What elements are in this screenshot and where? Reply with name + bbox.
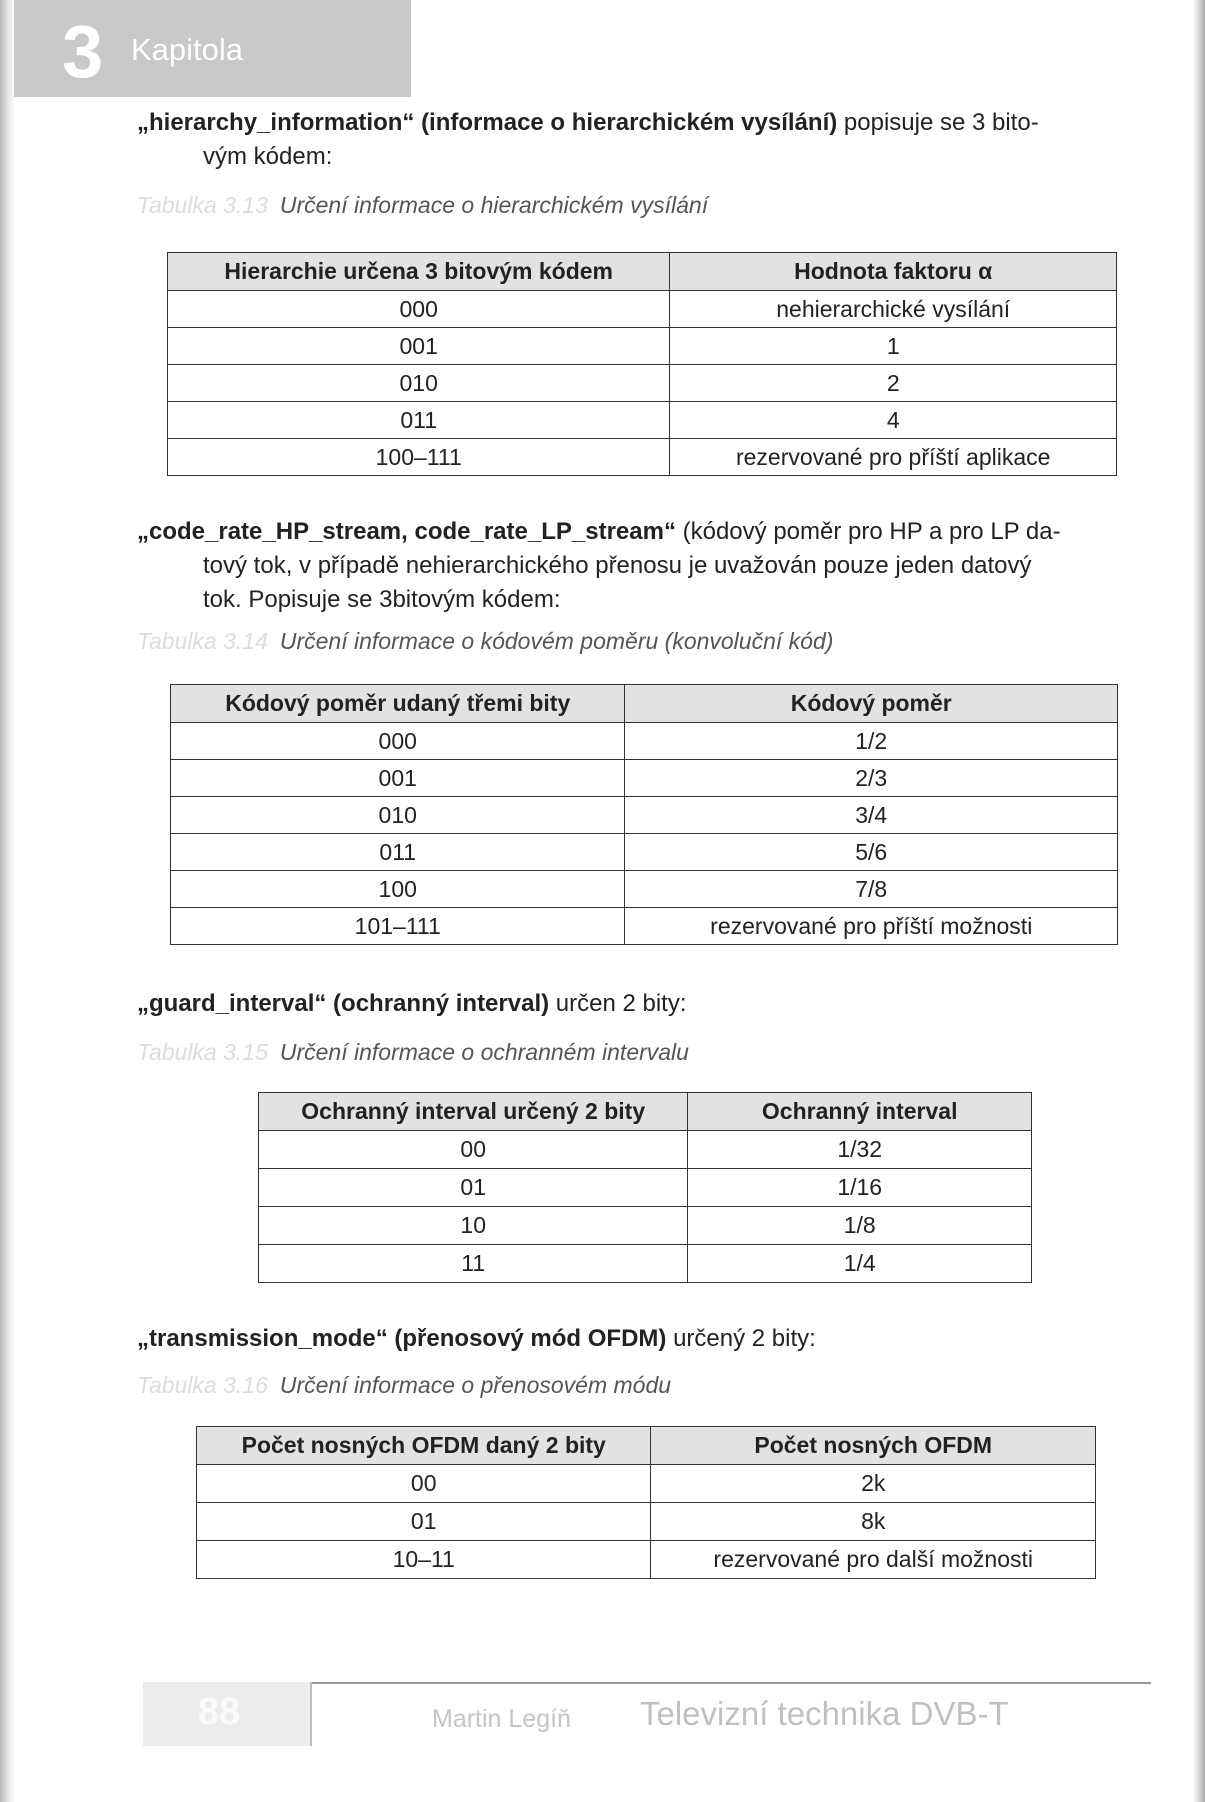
table-row (197, 1465, 1096, 1503)
paragraph-text: určen 2 bity: (549, 990, 687, 1017)
table-row (168, 365, 1117, 402)
footer-divider (311, 1682, 1151, 1684)
table-cell: 3/4 (625, 797, 1118, 834)
footer-book-title: Televizní technika DVB-T (640, 1695, 1009, 1732)
paragraph-guard-interval (137, 987, 1147, 1021)
paragraph-hierarchy-information (137, 106, 1147, 174)
table-cell: 10 (259, 1207, 688, 1245)
table-cell: rezervované pro příští možnosti (625, 908, 1118, 945)
table-cell: 1 (670, 328, 1117, 365)
table-cell: 1/8 (688, 1207, 1032, 1245)
table-row (259, 1207, 1032, 1245)
table-cell: 10–11 (197, 1541, 651, 1579)
table-row (259, 1169, 1032, 1207)
table-cell: 000 (171, 723, 625, 760)
table-row (171, 908, 1118, 945)
table-cell: 011 (171, 834, 625, 871)
chapter-label: Kapitola (131, 32, 244, 67)
caption-title: Určení informace o hierarchickém vysílání (279, 192, 709, 218)
table-cell: 1/16 (688, 1169, 1032, 1207)
table-caption-3-13 (137, 190, 708, 220)
table-transmission-mode (196, 1426, 1096, 1579)
table-hierarchy (167, 252, 1117, 476)
table-header: Počet nosných OFDM daný 2 bity (197, 1427, 651, 1465)
table-header: Kódový poměr udaný třemi bity (171, 685, 625, 723)
caption-number: Tabulka 3.13 (137, 192, 268, 218)
table-cell: rezervované pro další možnosti (651, 1541, 1096, 1579)
table-row (171, 797, 1118, 834)
table-cell: 00 (197, 1465, 651, 1503)
caption-title: Určení informace o ochranném intervalu (279, 1039, 689, 1065)
table-header: Hierarchie určena 3 bitovým kódem (168, 253, 670, 291)
page-number: 88 (198, 1691, 241, 1733)
table-cell: 010 (171, 797, 625, 834)
table-cell: 00 (259, 1131, 688, 1169)
paragraph-text-cont: tok. Popisuje se 3bitovým kódem: (203, 586, 561, 613)
table-cell: 01 (259, 1169, 688, 1207)
caption-number: Tabulka 3.16 (137, 1372, 268, 1398)
table-cell: 5/6 (625, 834, 1118, 871)
table-row (168, 439, 1117, 476)
caption-title: Určení informace o kódovém poměru (konvoluční kód) (279, 628, 834, 654)
table-cell: 1/32 (688, 1131, 1032, 1169)
table-cell: 010 (168, 365, 670, 402)
table-caption-3-16 (137, 1370, 671, 1400)
table-cell: 100 (171, 871, 625, 908)
footer-author: Martin Legíň (432, 1705, 571, 1733)
table-caption-3-14 (137, 626, 833, 656)
table-cell: 2k (651, 1465, 1096, 1503)
table-guard-interval (258, 1092, 1032, 1283)
chapter-number: 3 (62, 10, 104, 93)
table-cell: 1/2 (625, 723, 1118, 760)
table-cell: rezervované pro příští aplikace (670, 439, 1117, 476)
table-cell: 7/8 (625, 871, 1118, 908)
table-cell: 100–111 (168, 439, 670, 476)
table-cell: 000 (168, 291, 670, 328)
table-row (259, 1245, 1032, 1283)
paragraph-text: určený 2 bity: (666, 1325, 816, 1352)
table-cell: 2 (670, 365, 1117, 402)
table-cell: 8k (651, 1503, 1096, 1541)
paragraph-text: (kódový poměr pro HP a pro LP da- (675, 518, 1061, 545)
table-row (171, 871, 1118, 908)
table-row (168, 291, 1117, 328)
table-row (171, 760, 1118, 797)
table-row (168, 402, 1117, 439)
table-cell: 11 (259, 1245, 688, 1283)
paragraph-text: popisuje se 3 bito- (837, 109, 1039, 136)
table-cell: 01 (197, 1503, 651, 1541)
table-row (197, 1541, 1096, 1579)
footer-divider-vertical (310, 1682, 312, 1746)
table-cell: 001 (171, 760, 625, 797)
table-header: Počet nosných OFDM (651, 1427, 1096, 1465)
table-header: Hodnota faktoru α (670, 253, 1117, 291)
table-row (171, 834, 1118, 871)
paragraph-code-rate (137, 515, 1147, 617)
table-cell: 011 (168, 402, 670, 439)
table-row (171, 723, 1118, 760)
table-cell: 2/3 (625, 760, 1118, 797)
table-row (168, 328, 1117, 365)
table-caption-3-15 (137, 1037, 689, 1067)
table-row (259, 1131, 1032, 1169)
table-cell: 1/4 (688, 1245, 1032, 1283)
table-cell: 4 (670, 402, 1117, 439)
table-cell: nehierarchické vysílání (670, 291, 1117, 328)
table-header: Ochranný interval (688, 1093, 1032, 1131)
table-row (197, 1503, 1096, 1541)
table-header: Ochranný interval určený 2 bity (259, 1093, 688, 1131)
term: „guard_interval“ (ochranný interval) (137, 990, 550, 1017)
caption-number: Tabulka 3.15 (137, 1039, 268, 1065)
page-shadow-edge (1193, 0, 1205, 1802)
page-binding-edge (0, 0, 14, 1802)
term: „transmission_mode“ (přenosový mód OFDM) (137, 1325, 667, 1352)
paragraph-text-cont: tový tok, v případě nehierarchického přenosu je uvažován pouze jeden datový (203, 552, 1032, 579)
table-header: Kódový poměr (625, 685, 1118, 723)
paragraph-text-cont: vým kódem: (203, 143, 333, 170)
table-cell: 101–111 (171, 908, 625, 945)
paragraph-transmission-mode (137, 1322, 1147, 1356)
table-code-rate (170, 684, 1118, 945)
caption-title: Určení informace o přenosovém módu (279, 1372, 672, 1398)
caption-number: Tabulka 3.14 (137, 628, 268, 654)
term: „code_rate_HP_stream, code_rate_LP_stream“ (137, 518, 676, 545)
term: „hierarchy_information“ (informace o hierarchickém vysílání) (137, 109, 838, 136)
table-cell: 001 (168, 328, 670, 365)
